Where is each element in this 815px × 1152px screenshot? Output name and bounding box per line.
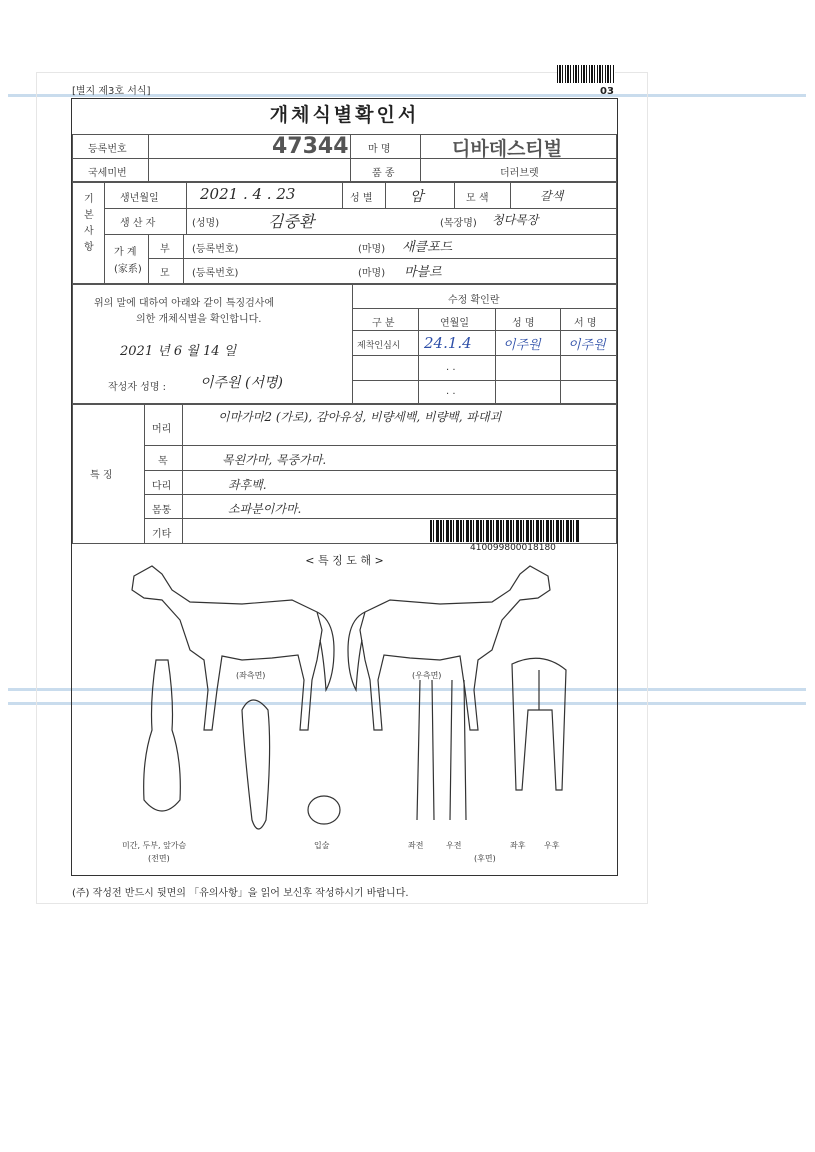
neck-value: 목왼가마, 목중가마. <box>222 453 327 467</box>
breeder-value: 김중환 <box>268 212 315 231</box>
writer-value: 이주원 (서명) <box>200 375 283 391</box>
row-divider <box>144 470 617 471</box>
page-code: 03 <box>600 86 614 97</box>
horse-diagram <box>72 560 617 860</box>
birth-label: 생년월일 <box>120 193 159 204</box>
confirm-date: 2021 년 6 월 14 일 <box>120 344 237 359</box>
col-divider <box>454 182 455 208</box>
row-divider <box>144 494 617 495</box>
farm-value: 청다목장 <box>492 213 539 227</box>
footer-note: (주) 작성전 반드시 뒷면의 「유의사항」을 읽어 보신후 작성하시기 바랍니다. <box>72 888 409 899</box>
head-value: 이마가마2 (가로), 감아유성, 비량세백, 비량백, 파대괴 <box>218 410 502 424</box>
sex-label: 성 별 <box>350 193 373 204</box>
left-side-caption: (좌측면) <box>236 671 266 680</box>
row-divider <box>352 355 617 356</box>
revision-row1-type: 제착인심시 <box>357 341 401 351</box>
row-divider <box>352 380 617 381</box>
dam-value: 마블르 <box>404 265 442 280</box>
revision-col-name: 성 명 <box>512 318 535 329</box>
body-value: 소파분이가마. <box>228 502 302 516</box>
sex-value: 암 <box>410 189 424 205</box>
revision-col-type: 구 분 <box>372 318 395 329</box>
col-divider <box>560 308 561 404</box>
neck-label: 목 <box>158 456 168 467</box>
col-divider <box>144 404 145 544</box>
row-divider <box>104 208 617 209</box>
writer-label: 작성자 성명 : <box>108 382 167 393</box>
front-caption: 미간, 두부, 앞가슴 <box>122 841 187 850</box>
col-divider <box>182 404 183 544</box>
dam-reg-label: (등록번호) <box>192 268 239 279</box>
right-hind-caption: 우후 <box>544 841 560 850</box>
row-divider <box>148 258 617 259</box>
color-label: 모 색 <box>466 193 489 204</box>
revision-title: 수정 확인란 <box>448 295 500 306</box>
form-label: [별지 제3호 서식] <box>72 86 151 97</box>
breeder-label: 생 산 자 <box>120 218 156 229</box>
front-sub-caption: (전면) <box>148 854 170 863</box>
dam-name-label: (마명) <box>358 268 386 279</box>
farm-label: (목장명) <box>440 218 477 229</box>
pedigree-label: 가 계 <box>114 247 137 258</box>
revision-row1-sign: 이주원 <box>568 338 606 353</box>
row-divider <box>144 518 617 519</box>
col-divider <box>420 134 421 182</box>
color-value: 갈색 <box>540 189 564 203</box>
body-label: 몸통 <box>152 505 172 516</box>
document-title: 개체식별확인서 <box>269 104 420 126</box>
col-divider <box>350 134 351 182</box>
breed-value: 더러브렛 <box>500 168 539 179</box>
barcode-number: 410099800018180 <box>470 543 556 553</box>
barcode-middle <box>430 520 580 542</box>
sire-label: 부 <box>160 244 170 255</box>
col-divider <box>183 234 184 284</box>
intl-label: 국세미번 <box>88 168 127 179</box>
col-divider <box>418 308 419 404</box>
col-divider <box>385 182 386 208</box>
diagram-title: < 특 징 도 해 > <box>305 554 384 567</box>
name-value: 디바데스티벌 <box>452 138 563 160</box>
sire-reg-label: (등록번호) <box>192 244 239 255</box>
left-hind-caption: 좌후 <box>510 841 526 850</box>
revision-row1-date: 24.1.4 <box>424 334 472 352</box>
row-divider <box>104 234 617 235</box>
col-divider <box>148 134 149 182</box>
row-divider <box>352 308 617 309</box>
col-divider <box>495 308 496 404</box>
features-section-label: 특 징 <box>90 470 113 481</box>
col-divider <box>186 182 187 234</box>
birth-value: 2021 . 4 . 23 <box>200 185 296 203</box>
rear-sub-caption: (후면) <box>474 854 496 863</box>
confirm-text-2: 의한 개체식별을 확인합니다. <box>136 314 262 325</box>
right-fore-caption: 우전 <box>446 841 462 850</box>
breeder-sub: (성명) <box>192 218 220 229</box>
reg-no-value: 47344 <box>272 134 349 159</box>
name-label: 마 명 <box>368 144 391 155</box>
row-divider <box>352 330 617 331</box>
sire-value: 새클포드 <box>402 240 453 255</box>
breed-label: 품 종 <box>372 168 395 179</box>
col-divider <box>342 182 343 208</box>
revision-col-sign: 서 명 <box>574 318 597 329</box>
left-fore-caption: 좌전 <box>408 841 424 850</box>
revision-row1-name: 이주원 <box>503 338 541 353</box>
confirm-text-1: 위의 말에 대하여 아래와 같이 특징검사에 <box>94 298 275 309</box>
row-divider <box>144 445 617 446</box>
col-divider <box>510 182 511 208</box>
col-divider <box>148 234 149 284</box>
etc-label: 기타 <box>152 529 172 540</box>
revision-col-date: 연월일 <box>440 318 469 329</box>
col-divider <box>352 284 353 404</box>
col-divider <box>104 182 105 284</box>
revision-row3-dots: . . <box>446 386 456 397</box>
head-label: 머리 <box>152 424 172 435</box>
basic-section-label: 기 본 사 항 <box>84 194 94 253</box>
leg-label: 다리 <box>152 481 172 492</box>
pedigree-sub: (家系) <box>114 264 142 275</box>
sire-name-label: (마명) <box>358 244 386 255</box>
barcode-top <box>557 65 615 83</box>
muzzle-caption: 입술 <box>314 841 330 850</box>
right-side-caption: (우측면) <box>412 671 442 680</box>
dam-label: 모 <box>160 268 170 279</box>
revision-row2-dots: . . <box>446 362 456 373</box>
leg-value: 좌후백. <box>228 478 267 492</box>
reg-no-label: 등록번호 <box>88 144 127 155</box>
